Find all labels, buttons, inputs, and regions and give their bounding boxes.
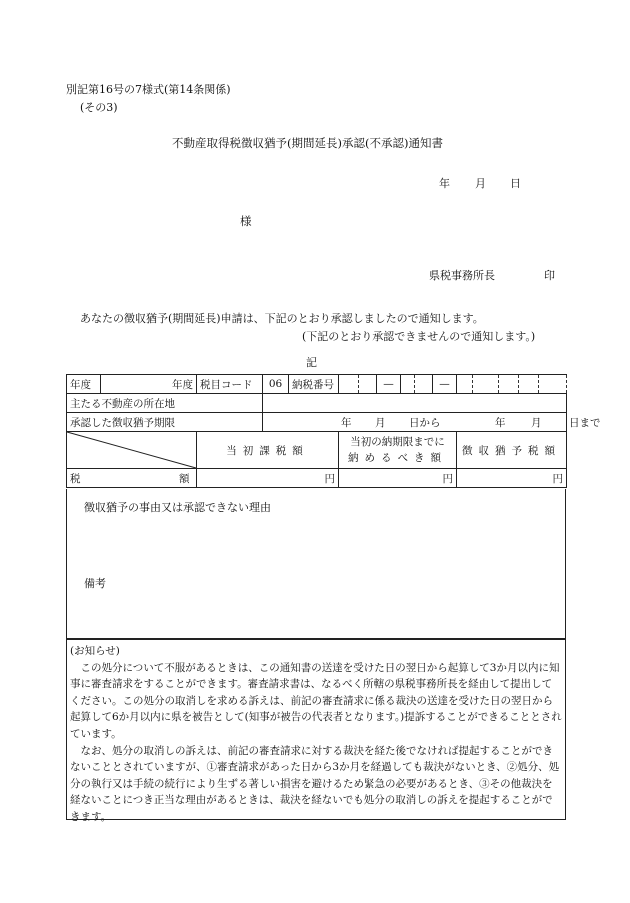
table-row bbox=[67, 394, 567, 413]
taxpayer-number-digit bbox=[519, 375, 539, 394]
tax-code-label: 税目コード bbox=[197, 375, 263, 394]
taxpayer-number-separator: — bbox=[377, 375, 401, 394]
period-from-year: 年 bbox=[341, 417, 352, 429]
due-amount-label bbox=[339, 432, 457, 469]
notice-body-line1: あなたの徴収猶予(期間延長)申請は、下記のとおり承認しましたので通知します。 bbox=[80, 312, 484, 325]
remarks-label: 備考 bbox=[84, 577, 106, 590]
due-amount-label-line1: 当初の納期限までに bbox=[350, 436, 445, 448]
addressee-honorific: 様 bbox=[240, 214, 252, 228]
approved-period-label: 承認した徴収猶予期限 bbox=[67, 413, 263, 432]
issuer-title: 県税事務所長 bbox=[429, 269, 495, 282]
property-location-label: 主たる不動産の所在地 bbox=[67, 394, 263, 413]
table-row bbox=[67, 469, 567, 488]
period-to-month: 月 bbox=[531, 417, 542, 429]
table-row bbox=[67, 413, 567, 432]
tax-details-table bbox=[66, 374, 601, 488]
notice-heading: (お知らせ) bbox=[70, 645, 120, 657]
deferred-tax-label: 徴収猶予税額 bbox=[457, 432, 567, 469]
taxpayer-number-digit bbox=[457, 375, 473, 394]
document-title: 不動産取得税徴収猶予(期間延長)承認(不承認)通知書 bbox=[172, 136, 443, 150]
initial-tax-amount: 円 bbox=[197, 469, 339, 488]
notice-section bbox=[70, 643, 562, 826]
tax-amount-label-1: 税 bbox=[70, 473, 81, 485]
form-label: 別記第16号の7様式(第14条関係) bbox=[66, 83, 231, 96]
initial-tax-label: 当初課税額 bbox=[197, 432, 339, 469]
due-amount: 円 bbox=[339, 469, 457, 488]
tax-amount-label-2: 額 bbox=[179, 473, 190, 485]
approved-period-field bbox=[263, 413, 601, 432]
year-suffix: 年度 bbox=[101, 375, 197, 394]
period-to-year: 年 bbox=[495, 417, 506, 429]
form-subnumber: (その3) bbox=[80, 101, 118, 114]
taxpayer-number-digit bbox=[415, 375, 433, 394]
property-location-field bbox=[263, 394, 567, 413]
diagonal-header-cell bbox=[67, 432, 197, 469]
taxpayer-number-digit bbox=[499, 375, 519, 394]
taxpayer-number-digit bbox=[401, 375, 415, 394]
period-from-day: 日から bbox=[409, 417, 441, 429]
period-to-day: 日まで bbox=[569, 417, 601, 429]
year-label: 年度 bbox=[67, 375, 101, 394]
notice-paragraph: この処分について不服があるときは、この通知書の送達を受けた日の翌日から起算して3か月以内に知事に審査請求をすることができます。審査請求書は、なるべく所轄の県税事務所長を経由して提出してください。この処分の取消しを求める訴えは、前記の審査請求に係る裁決の送達を受けた日の翌日から起算して6か月以内に県を被告として(知事が被告の代表者となります。)提訴することができることとされています。 bbox=[70, 661, 562, 740]
taxpayer-number-digit bbox=[359, 375, 377, 394]
period-from-month: 月 bbox=[375, 417, 386, 429]
notice-body-line2: (下記のとおり承認できませんので通知します。) bbox=[302, 330, 536, 343]
date-month-label: 月 bbox=[475, 177, 486, 190]
table-row bbox=[67, 432, 567, 469]
due-amount-label-line2: 納めるべき額 bbox=[348, 452, 447, 464]
taxpayer-number-digit bbox=[539, 375, 567, 394]
seal-mark: 印 bbox=[544, 269, 555, 282]
table-row bbox=[67, 375, 567, 394]
date-day-label: 日 bbox=[510, 177, 521, 190]
tax-code-value: 06 bbox=[263, 375, 289, 394]
date-year-label: 年 bbox=[439, 177, 450, 190]
tax-amount-label bbox=[67, 469, 197, 488]
taxpayer-number-digit bbox=[339, 375, 359, 394]
notice-paragraph: なお、処分の取消しの訴えは、前記の審査請求に対する裁決を経た後でなければ提起することができないこととされていますが、①審査請求があった日から3か月を経過しても裁決がないとき、②処分、処分の執行又は手続の続行により生ずる著しい損害を避けるため緊急の必要があるとき、③その他裁決を経ないことにつき正当な理由があるときは、裁決を経ないでも処分の取消しの訴えを提起することができます。 bbox=[70, 744, 560, 823]
taxpayer-number-label: 納税番号 bbox=[289, 375, 339, 394]
reason-label: 徴収猶予の事由又は承認できない理由 bbox=[84, 501, 271, 514]
ki-heading: 記 bbox=[306, 356, 317, 369]
taxpayer-number-separator: — bbox=[433, 375, 457, 394]
taxpayer-number-digit bbox=[473, 375, 499, 394]
deferred-tax-amount: 円 bbox=[457, 469, 567, 488]
